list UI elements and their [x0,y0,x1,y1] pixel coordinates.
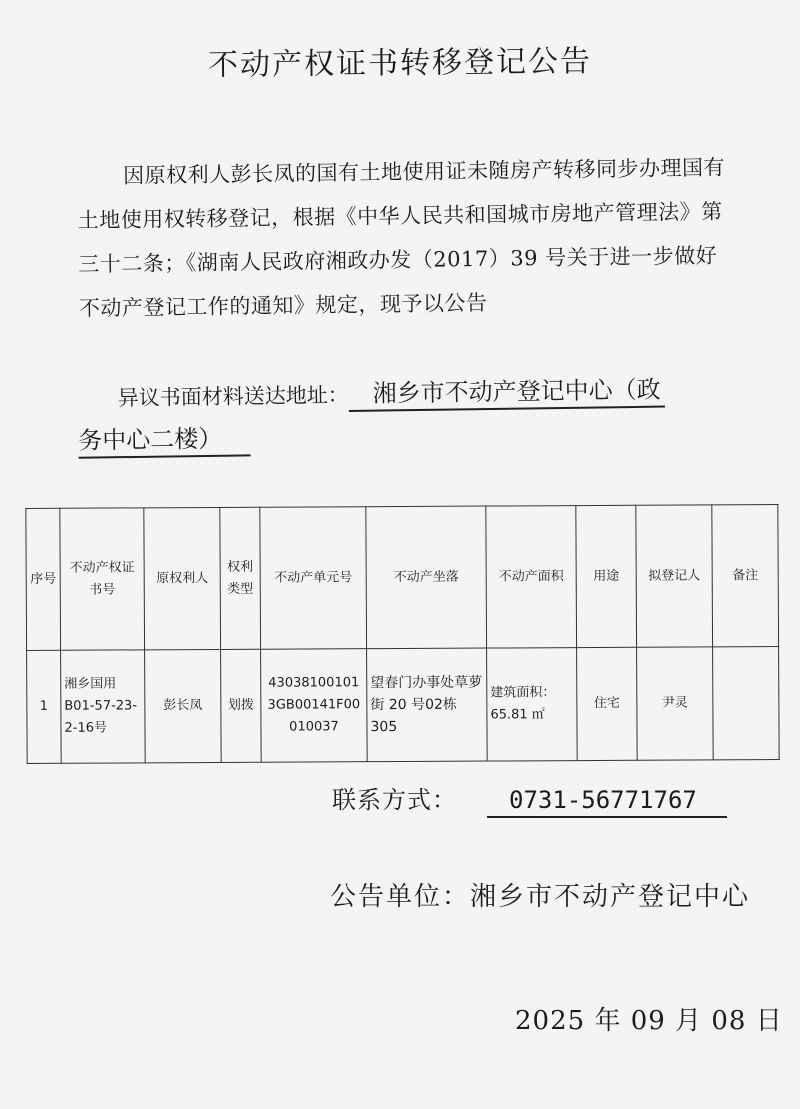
objection-label: 异议书面材料送达地址： [117,382,349,411]
cell-original-owner: 彭长凤 [145,649,222,762]
date-day-unit: 日 [755,1006,783,1036]
table-row [27,647,780,764]
contact-line [332,780,727,815]
cell-unit-no: 430381001013GB00141F00010037 [261,649,368,763]
issuer-label: 公告单位： [330,882,471,912]
header-usage: 用途 [576,505,637,647]
date-year-unit: 年 [594,1006,622,1036]
header-original-owner: 原权利人 [144,507,221,649]
header-right-type: 权利类型 [220,507,261,649]
notice-body [77,145,729,330]
cell-remarks [713,647,780,760]
header-seq: 序号 [26,508,61,650]
header-registrant: 拟登记人 [636,505,713,647]
objection-address [77,367,758,462]
header-location: 不动产坐落 [366,506,487,649]
objection-address-line1: 湘乡市不动产登记中心（政 [349,376,665,412]
cell-area: 建筑面积：65.81 ㎡ [487,648,578,761]
body-text: 因原权利人彭长凤的国有土地使用证未随房产转移同步办理国有土地使用权转移登记，根据《中华人民共和国城市房地产管理法》第三十二条；《湖南人民政府湘政办发（2017）39 号关于进一步做好不动产登记工作的通知》规定，现予以公告 [77,155,726,321]
cell-right-type: 划拨 [221,649,262,762]
cell-location: 望春门办事处草萝街 20 号02栋305 [367,648,488,762]
cell-registrant: 尹灵 [637,647,714,760]
table-header-row [26,505,779,651]
date-day: 08 [711,1006,747,1036]
contact-label: 联系方式： [332,786,457,814]
issuer-name: 湘乡市不动产登记中心 [470,882,751,912]
date-month: 09 [630,1006,666,1036]
issuer-line [330,876,750,913]
notice-title: 不动产权证书转移登记公告 [207,43,593,84]
cell-cert-no: 湘乡国用B01-57-23-2-16号 [61,650,146,763]
header-area: 不动产面积 [486,506,577,648]
contact-phone: 0731-56771767 [487,786,727,818]
header-cert-no: 不动产权证书号 [60,508,145,650]
notice-date [515,1000,783,1037]
objection-address-line2: 务中心二楼） [78,424,250,458]
cell-seq: 1 [27,650,62,763]
registration-table [25,504,779,764]
date-month-unit: 月 [675,1006,703,1036]
cell-usage: 住宅 [577,647,638,760]
header-unit-no: 不动产单元号 [260,507,367,650]
header-remarks: 备注 [712,505,779,647]
date-year: 2025 [515,1006,586,1036]
